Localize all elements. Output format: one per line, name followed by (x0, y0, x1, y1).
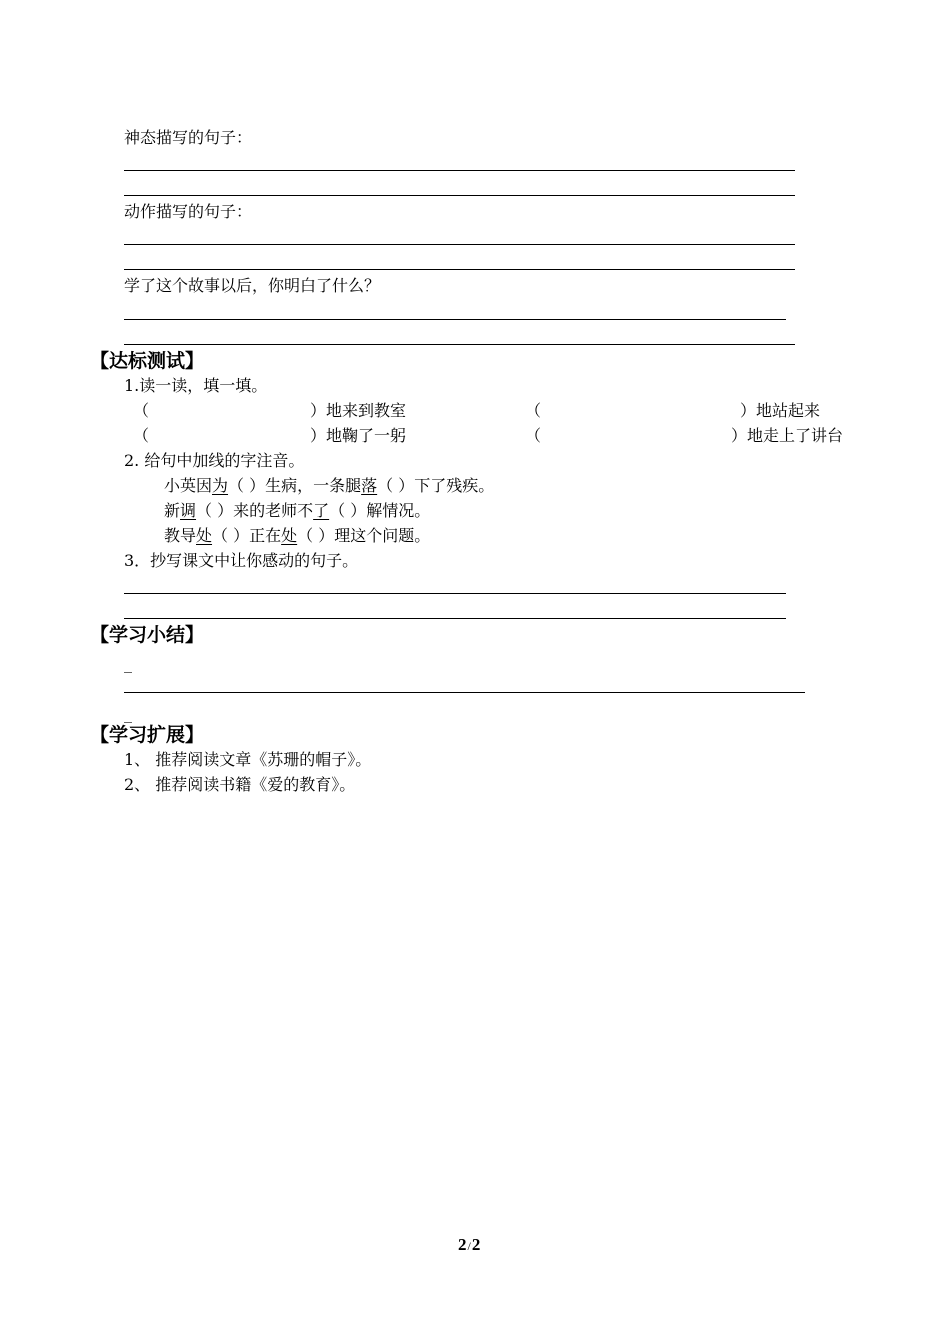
q1-item-1-open: （ (133, 401, 150, 420)
q1-item-1-text: ）地来到教室 (310, 401, 407, 420)
underlined-char: 为 (212, 476, 229, 495)
page-number: 2/2 (458, 1235, 481, 1254)
q1-item-2-text: ）地站起来 (740, 401, 821, 420)
lesson-prompt: 学了这个故事以后，你明白了什么？ (124, 276, 381, 295)
underlined-char: 处 (281, 526, 298, 545)
section-heading-test: 【达标测试】 (90, 350, 205, 372)
q1-item-4-text: ）地走上了讲台 (731, 426, 844, 445)
q2-title: 2. 给句中加线的字注音。 (124, 451, 305, 470)
answer-line (124, 195, 795, 196)
summary-mark: _ (124, 654, 132, 673)
extend-item-2: 2、 推荐阅读书籍《爱的教育》。 (124, 775, 356, 794)
summary-mark: _ (124, 704, 132, 723)
answer-line (124, 618, 786, 619)
extend-item-1: 1、 推荐阅读文章《苏珊的帽子》。 (124, 750, 372, 769)
action-prompt: 动作描写的句子： (124, 202, 253, 221)
answer-line (124, 344, 795, 345)
answer-line (124, 244, 795, 245)
answer-line (124, 269, 795, 270)
q3-title: 3．抄写课文中让你感动的句子。 (124, 551, 359, 570)
underlined-char: 调 (180, 501, 197, 520)
answer-line (124, 319, 786, 320)
q2-line-1: 小英因为（ ）生病，一条腿落（ ）下了残疾。 (164, 476, 495, 495)
q2-line-3: 教导处（ ）正在处（ ）理这个问题。 (164, 526, 431, 545)
answer-line (124, 593, 786, 594)
q1-item-2-open: （ (525, 401, 542, 420)
q2-line-2: 新调（ ）来的老师不了（ ）解情况。 (164, 501, 431, 520)
underlined-char: 落 (361, 476, 378, 495)
q1-item-3-open: （ (133, 426, 150, 445)
q1-title: 1.读一读，填一填。 (124, 376, 268, 395)
underlined-char: 处 (196, 526, 213, 545)
section-heading-summary: 【学习小结】 (90, 624, 205, 646)
q1-item-3-text: ）地鞠了一躬 (310, 426, 407, 445)
answer-line (124, 692, 805, 693)
underlined-char: 了 (313, 501, 330, 520)
q1-item-4-open: （ (525, 426, 542, 445)
expression-prompt: 神态描写的句子： (124, 128, 253, 147)
section-heading-extend: 【学习扩展】 (90, 724, 205, 746)
answer-line (124, 170, 795, 171)
